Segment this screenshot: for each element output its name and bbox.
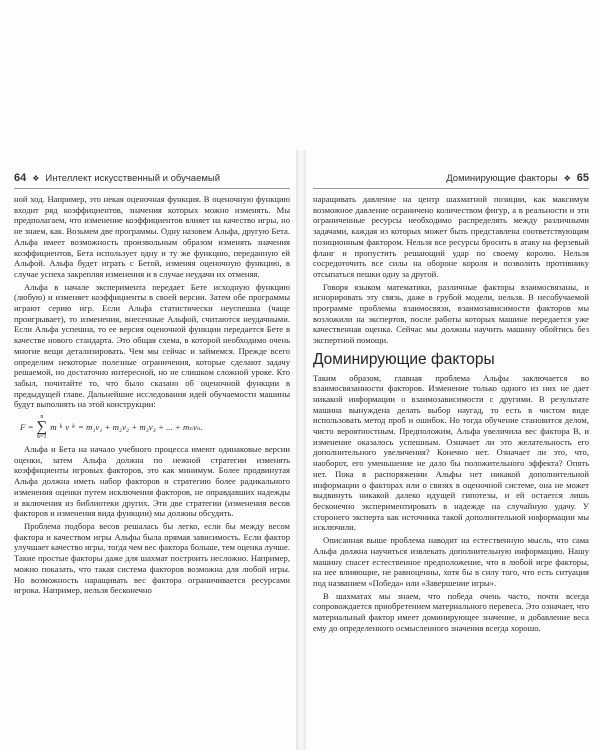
paragraph: Альфа в начале эксперимента передает Бете исходную функцию (любую) и изменяет коэффициенты в своей версии. Затем обе программы играют серию игр. Если Альфа статистически неуспешна (чаще проигрывает), то изменения, внесенные Альфой, считаются неудачными. Если Альфа успешна, то ее версия оценочной функции передается Бете в качестве нового стандарта. Это общая схема, в которой необходимо очень многие вещи детализировать. Чем мы сейчас и займемся. Прежде всего определим некоторые полезные ограничения, которые сделают задачу решаемой, но достаточно интересной, но не слишком сложной уроке. Кто забыл, почитайте то, что было сказано об оценочной функции в предыдущей главе. Дальнейшие исследования идей обучаемости машины будут выполнять на этой конструкции:: [14, 281, 290, 410]
left-page: [14, 170, 290, 740]
paragraph: Описанная выше проблема наводит на естественную мысль, что сама Альфа должна научиться извлекать дополнительную информацию. Нашу машину спасет естественное предположение, что в любой игре факторы, на нее влияющие, не равноценны, хотя бы в силу того, что есть ситуация под названием «Победа» или «Завершение игры».: [313, 535, 589, 588]
diamond-ornament-icon: ❖: [563, 173, 571, 183]
left-running-head: [14, 170, 290, 189]
formula-rhs: = m₁v₁ + m₂v₂ + m₃v₃ + ... + mₙvₙ.: [77, 421, 203, 432]
right-page-number: 65: [576, 172, 589, 184]
section-heading: Доминирующие факторы: [313, 350, 495, 368]
book-gutter: [296, 150, 306, 750]
right-running-title: Доминирующие факторы: [446, 172, 558, 184]
right-page-body: [313, 194, 589, 633]
diamond-ornament-icon: ❖: [32, 173, 40, 183]
right-running-head: [313, 170, 589, 189]
left-page-body: [14, 194, 290, 596]
sigma-upper-limit: n: [40, 413, 44, 420]
left-page-number: 64: [14, 172, 27, 184]
formula-lhs: F =: [20, 421, 34, 432]
evaluation-formula: F = n ∑ k=1 m k v k = m₁v₁ + m₂v₂ + m₃v₃ + ... + mₙvₙ.: [20, 413, 203, 440]
paragraph: Проблема подбора весов решалась бы легко, если бы между весом фактора и качеством игры Альфы была прямая зависимость. Если фактор улучшает качество игры, тогда чем вес фактора больше, тем оценка лучше. Такие простые факторы даже для шахмат построить несложно. Например, можно показать, что такая система факторов возможна для любой игры. Но возможность наращивать вес фактора ограничивается ресурсами игрока. Например, нельзя бесконечно: [14, 520, 290, 596]
left-running-title: Интеллект искусственный и обучаемый: [45, 172, 221, 184]
sigma-icon: n ∑ k=1: [36, 413, 48, 440]
paragraph: наращивать давление на центр шахматной позиции, как максимум возможное давление ограничено количеством фигур, а в реальности и эти ограниченные ресурсы необходимо распределять между различными задачами, каждая из которых может быть представлена соответствующим позиционным фактором. Нельзя все ресурсы бросить в атаку на ферзевый фланг и пропустить решающий удар по своему королю. Нельзя сосредоточить все силы на обороне короля и позволить противнику отсыпаться пешки одну за другой.: [313, 194, 589, 279]
formula-sum-term: m: [50, 421, 57, 432]
paragraph: В шахматах мы знаем, что победа очень часто, почти всегда сопровождается приобретением материального перевеса. Это означает, что материальный фактор имеет доминирующее значение, и добавление веса ему до определенного осмысленного значения всегда хорошо.: [313, 590, 589, 633]
paragraph: Таким образом, главная проблема Альфы заключается во взаимосвязанности факторов. Изменение только одного из них не дает никакой информации о взаимозависимости с другими. В результате машина вынуждена делать выбор наугад, то есть в чистом виде использовать метод проб и ошибок. Но тогда обучение становится делом, чисто вероятностным. Предположим, Альфа увеличила вес фактора В, и изменение оказалось успешным. Означает ли это желательность его дополнительного увеличения? Конечно нет. Означает ли это, что, наоборот, его уменьшение не дало бы положительного эффекта? Опять нет. Пока в распоряжении Альфы нет никакой дополнительной информации о факторах или о связях в оценочной системе, она не может выдвинуть никакой далеко идущей гипотезы, и ей остается лишь бесконечно экспериментировать в надежде на случайную удачу. У сторонего эксперта как источника такой дополнительной информации мы исключили.: [313, 372, 589, 533]
right-page: [313, 170, 589, 740]
paragraph: Говоря языком математики, различные факторы взаимосвязаны, и игнорировать эту связь, даже в грубой модели, нельзя. В несобучаемой программе проблемы взаимосвязи, взаимозависимости факторов мы возложили на экспертов, после работы которых машине передается уже качественная оценка. Сейчас мы должны научить машину обойтись без экспертной помощи.: [313, 281, 589, 346]
paragraph: ной ход. Например, это некая оценочная функция. В оценочную функцию входит ряд коэффициентов, значения которых можно изменять. Мы предполагаем, что изменение коэффициентов влияет на качество игры, но не знаем, как. Возьмем две программы. Одну назовем Альфа, другую Бета. Альфа имеет возможность произвольным образом изменять значения коэффициентов, Бета использует одну и ту же функцию, переданную ей Альфой. Альфа будет играть с Бетой, изменяя оценочную функцию, в случае успеха закрепляя изменения и в случае неудачи их отменяя.: [14, 194, 290, 279]
sigma-lower-limit: k=1: [37, 433, 47, 440]
paragraph: Альфа и Бета на начало учебного процесса имеют одинаковые версии оценки, затем Альфа должна по нежной стратегии изменять коэффициенты игровых факторов, это как минимум. Более продвинутая Альфа должна иметь набор факторов и стратегию более радикального изменения оценки путем исключения факторов, не оправдавших надежды и включения из библиотеки других. Эти две стратегии (изменения весов факторов и изменения вида функции) мы должны обсудить.: [14, 444, 290, 519]
